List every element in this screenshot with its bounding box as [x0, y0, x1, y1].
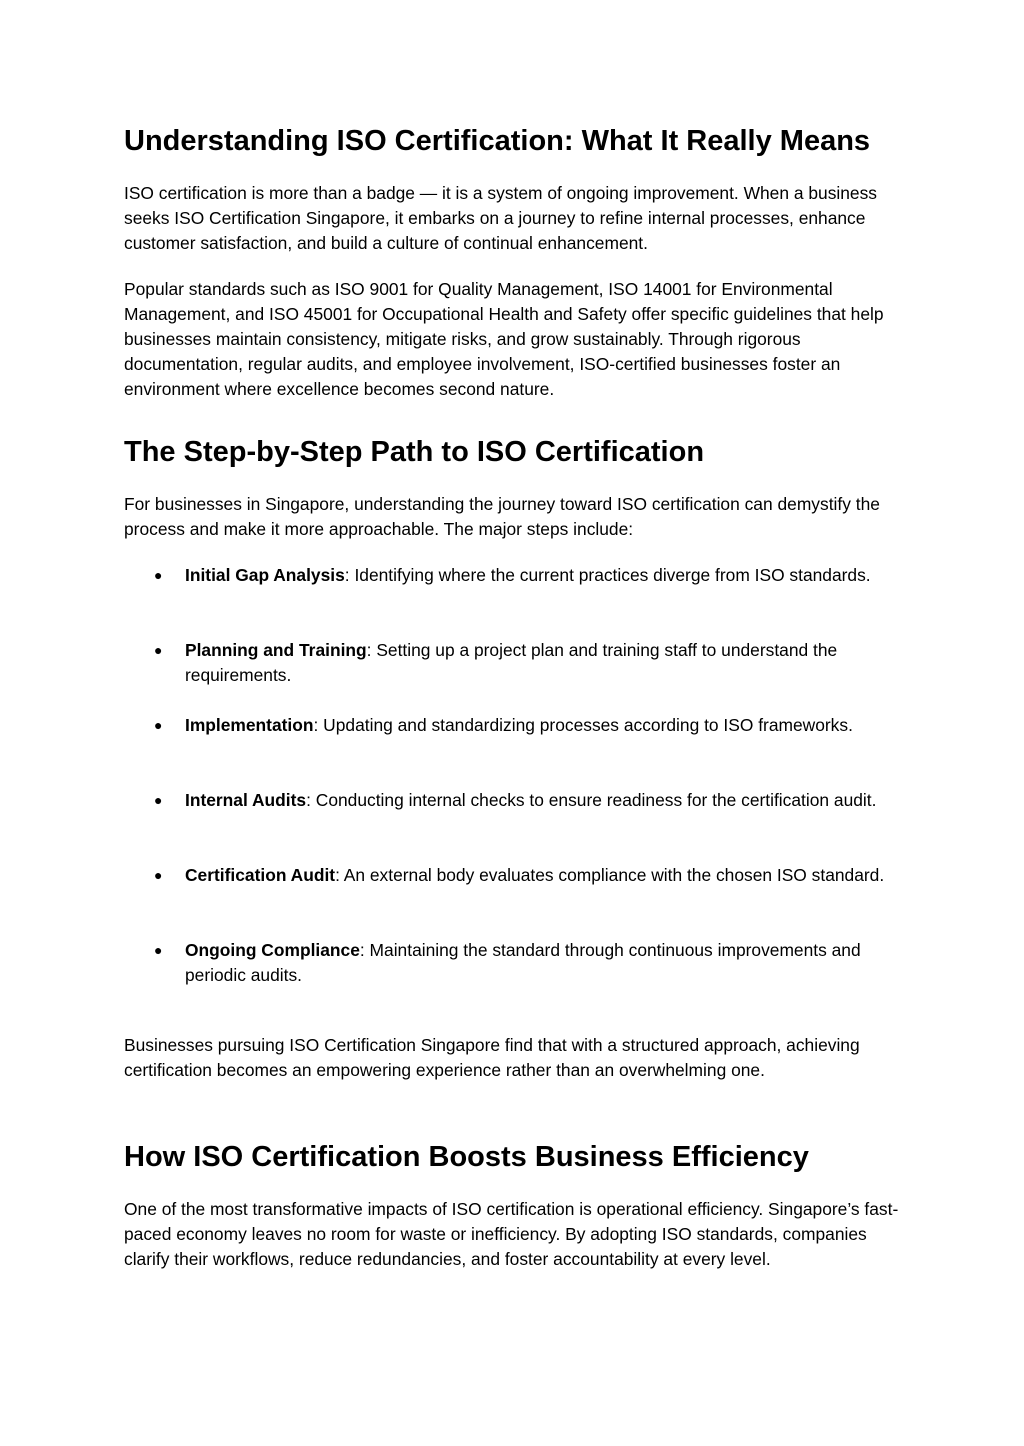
section-heading-step-by-step: The Step-by-Step Path to ISO Certification: [124, 436, 705, 468]
step-term: Certification Audit: [185, 865, 336, 885]
section-heading-efficiency: How ISO Certification Boosts Business Efficiency: [124, 1141, 809, 1173]
paragraph-iso-badge: ISO certification is more than a badge — it is a system of ongoing improvement. When a business seeks ISO Certification Singapore, it embarks on a journey to refine internal processes, enhance customer satisfaction, and build a culture of continual enhancement.: [124, 183, 877, 253]
bullet-icon: ●: [154, 642, 163, 658]
paragraph-operational-efficiency: One of the most transformative impacts of ISO certification is operational efficiency. Singapore’s fast-paced economy leaves no room for waste or inefficiency. By adopting ISO standards, companies clarify their workflows, reduce redundancies, and foster accountability at every level.: [124, 1199, 899, 1269]
step-description: : Updating and standardizing processes according to ISO frameworks.: [313, 715, 853, 735]
bullet-icon: ●: [154, 567, 163, 583]
step-term: Internal Audits: [185, 790, 307, 810]
step-description: : Conducting internal checks to ensure readiness for the certification audit.: [306, 790, 877, 810]
step-description: : Setting up a project plan and training staff to understand the requirements.: [185, 640, 838, 685]
list-item: [124, 713, 900, 788]
step-description: : An external body evaluates compliance with the chosen ISO standard.: [335, 865, 885, 885]
step-description: : Maintaining the standard through continuous improvements and periodic audits.: [185, 940, 861, 985]
step-term: Planning and Training: [185, 640, 367, 660]
step-term: Initial Gap Analysis: [185, 565, 345, 585]
steps-list: [124, 563, 900, 1013]
list-item: [124, 638, 900, 713]
list-item: [124, 788, 900, 863]
paragraph-steps-intro: For businesses in Singapore, understanding the journey toward ISO certification can demystify the process and make it more approachable. The major steps include:: [124, 494, 880, 539]
section-heading-understanding: Understanding ISO Certification: What It Really Means: [124, 125, 871, 157]
bullet-icon: ●: [154, 867, 163, 883]
list-item: [124, 563, 900, 638]
bullet-icon: ●: [154, 717, 163, 733]
bullet-icon: ●: [154, 942, 163, 958]
paragraph-popular-standards: Popular standards such as ISO 9001 for Quality Management, ISO 14001 for Environmental Management, and ISO 45001 for Occupational Health and Safety offer specific guidelines that help businesses maintain consistency, mitigate risks, and grow sustainably. Through rigorous documentation, regular audits, and employee involvement, ISO-certified businesses foster an environment where excellence becomes second nature.: [124, 279, 884, 399]
step-term: Implementation: [185, 715, 314, 735]
step-term: Ongoing Compliance: [185, 940, 360, 960]
bullet-icon: ●: [154, 792, 163, 808]
list-item: [124, 938, 900, 1013]
step-description: : Identifying where the current practices diverge from ISO standards.: [344, 565, 871, 585]
paragraph-steps-outro: Businesses pursuing ISO Certification Singapore find that with a structured approach, achieving certification becomes an empowering experience rather than an overwhelming one.: [124, 1035, 860, 1080]
list-item: [124, 863, 900, 938]
